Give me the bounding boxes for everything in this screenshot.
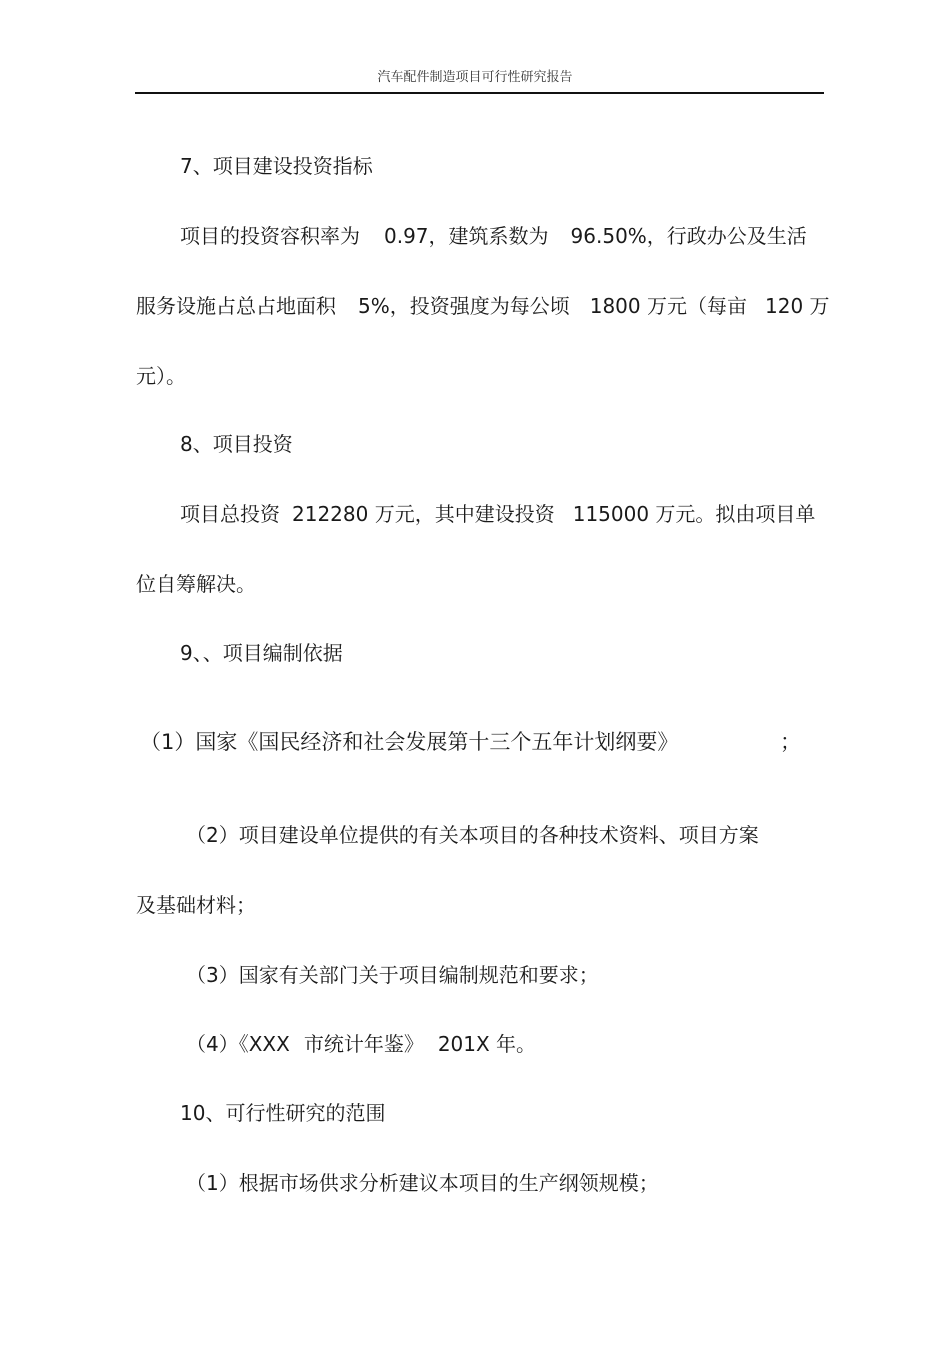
text-segment: 96.50%，行政办公及生活 (570, 224, 807, 248)
text-segment: 0.97，建筑系数为 (384, 224, 549, 248)
text-segment: 项目的投资容积率为 (180, 224, 360, 248)
section-7-paragraph-line-3: 元）。 (136, 364, 186, 388)
section-9-item-2-line-1: （2）项目建设单位提供的有关本项目的各种技术资料、项目方案 (186, 823, 759, 847)
section-10-title: 10、可行性研究的范围 (180, 1101, 386, 1125)
section-8-paragraph-line-2: 位自筹解决。 (136, 572, 256, 596)
section-8-title: 8、项目投资 (180, 432, 293, 456)
header-rule (135, 92, 824, 94)
section-9-item-1 (140, 730, 678, 755)
text-segment: （1）国家《国民经济和社会发展第十三个五年计划纲要》 (140, 730, 679, 754)
text-segment: 服务设施占总占地面积 (136, 294, 336, 318)
section-9-item-1-semicolon: ； (780, 730, 801, 754)
section-9-item-3: （3）国家有关部门关于项目编制规范和要求； (186, 963, 599, 987)
text-segment: （4）《XXX (186, 1032, 290, 1056)
text-segment: 212280 万元，其中建设投资 (292, 502, 555, 526)
section-9-item-2-line-2: 及基础材料； (136, 893, 256, 917)
section-9-item-4 (186, 1032, 536, 1056)
section-7-paragraph-line-1 (180, 224, 807, 248)
text-segment: 市统计年鉴》 (303, 1032, 424, 1056)
text-segment: 项目总投资 (180, 502, 280, 526)
text-segment: 115000 万元。拟由项目单 (572, 502, 816, 526)
text-segment: 1800 万元（每亩 (589, 294, 747, 318)
section-10-item-1: （1）根据市场供求分析建议本项目的生产纲领规模； (186, 1171, 659, 1195)
text-segment: 120 万 (765, 294, 830, 318)
page-header-title: 汽车配件制造项目可行性研究报告 (377, 70, 573, 85)
section-7-title: 7、项目建设投资指标 (180, 154, 373, 178)
section-9-title: 9、、项目编制依据 (180, 641, 343, 665)
section-7-paragraph-line-2 (136, 294, 830, 318)
text-segment: 201X 年。 (437, 1032, 537, 1056)
text-segment: 5%，投资强度为每公顷 (358, 294, 570, 318)
section-8-paragraph-line-1 (180, 502, 815, 526)
